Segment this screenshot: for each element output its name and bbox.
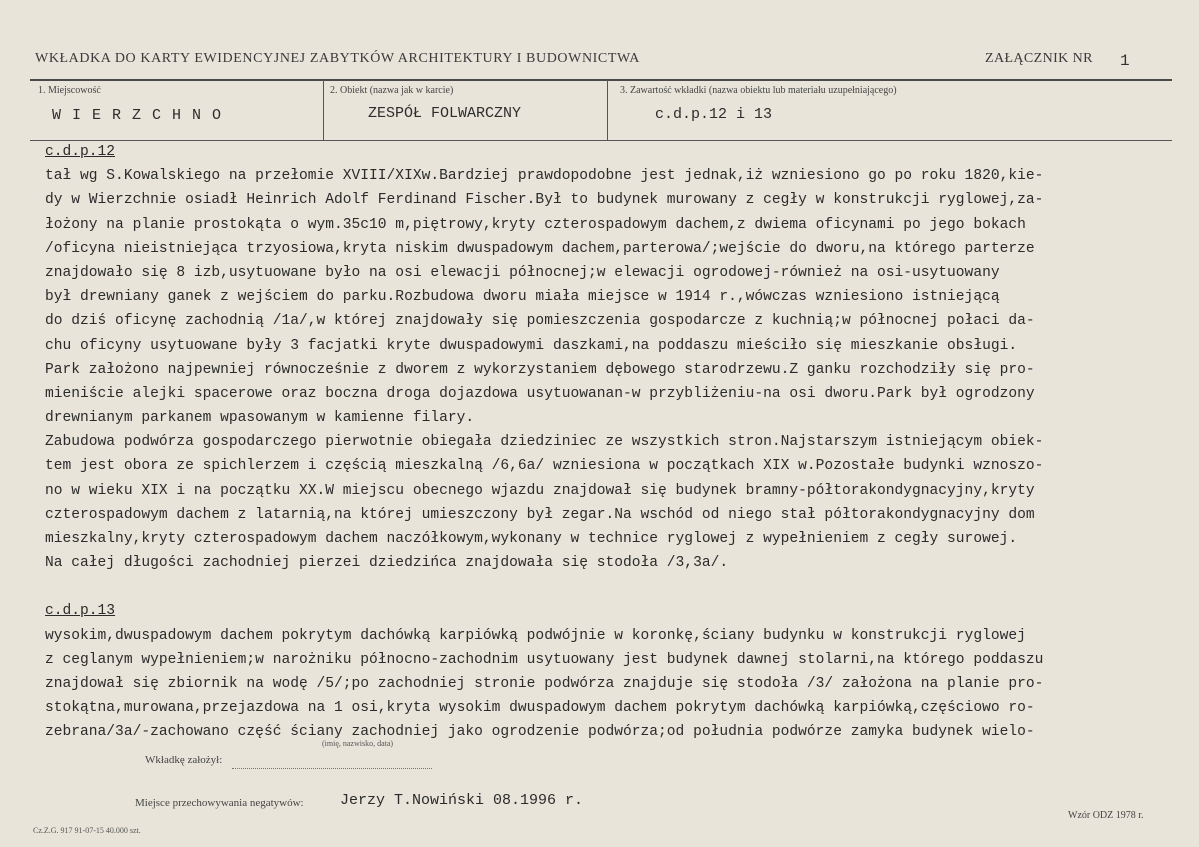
negatives-storage-label: Miejsce przechowywania negatywów: <box>135 797 304 809</box>
text-line: znajdował się zbiornik na wodę /5/;po zachodniej stronie podwórza znajduje się stodoła /3/ założona na planie pro- <box>45 675 1044 692</box>
insert-author-label: Wkładkę założył: <box>145 754 223 766</box>
object-label: 2. Obiekt (nazwa jak w karcie) <box>330 85 454 96</box>
text-line: tał wg S.Kowalskiego na przełomie XVIII/XIXw.Bardziej prawdopodobne jest jednak,iż wzniesiono go po roku 1820,kie- <box>45 168 1044 185</box>
text-line: zebrana/3a/-zachowano część ściany zachodniej jako ogrodzenie podwórza;od południa podwórze zamyka budynek wielo- <box>45 724 1035 741</box>
text-line: Park założono najpewniej równocześnie z dworem z wykorzystaniem dębowego starodrzewu.Z ganku rozchodziły się pro- <box>45 361 1035 378</box>
text-line: Na całej długości zachodniej pierzei dziedzińca znajdowała się stodoła /3,3a/. <box>45 555 729 572</box>
content-value: c.d.p.12 i 13 <box>655 106 773 123</box>
print-code: Cz.Z.G. 917 91-07-15 40.000 szt. <box>33 826 141 835</box>
text-line: tem jest obora ze spichlerzem i częścią mieszkalną /6,6a/ wzniesiona w początkach XIX w.Pozostałe budynki wznoszo- <box>45 458 1044 475</box>
attachment-number-value: 1 <box>1120 52 1130 70</box>
locality-label: 1. Miejscowość <box>38 85 101 96</box>
text-line: drewnianym parkanem wpasowanym w kamienne filary. <box>45 410 475 427</box>
text-line: dy w Wierzchnie osiadł Heinrich Adolf Ferdinand Fischer.Był to budynek murowany z cegły w konstrukcji ryglowej,za- <box>45 192 1044 209</box>
attachment-number-label: ZAŁĄCZNIK NR <box>985 51 1093 66</box>
text-line: czterospadowym dachem z latarnią,na której umieszczony był zegar.Na wschód od niego stał półtorakondygnacyjny dom <box>45 506 1035 523</box>
typed-text-body <box>45 140 1185 745</box>
section-heading: c.d.p.13 <box>45 603 116 620</box>
form-template-note: Wzór ODZ 1978 r. <box>1068 810 1144 821</box>
text-line: /oficyna nieistniejąca trzyosiowa,kryta niskim dwuspadowym dachem,parterowa/;wejście do dworu,na którego parterze <box>45 240 1035 257</box>
field-divider-2 <box>607 80 608 140</box>
object-value: ZESPÓŁ FOLWARCZNY <box>368 105 522 122</box>
content-label: 3. Zawartość wkładki (nazwa obiektu lub materiału uzupełniającego) <box>620 85 897 96</box>
text-line: stokątna,murowana,przejazdowa na 1 osi,kryta wysokim dwuspadowym dachem pokrytym dachówką karpiówką,częściowo ro- <box>45 700 1035 717</box>
text-line: z ceglanym wypełnieniem;w narożniku północno-zachodnim usytuowany jest budynek dawnej stolarni,na którego poddaszu <box>45 651 1044 668</box>
text-line: no w wieku XIX i na początku XX.W miejscu obecnego wjazdu znajdował się budynek bramny-półtorakondygnacyjny,kryty <box>45 482 1035 499</box>
text-line: mieniście alejki spacerowe oraz boczna droga dojazdowa usytuowanan-w przybliżeniu-na osi dworu.Park był ogrodzony <box>45 385 1035 402</box>
text-line: wysokim,dwuspadowym dachem pokrytym dachówką karpiówką podwójnie w koronkę,ściany budynku w konstrukcji ryglowej <box>45 627 1026 644</box>
locality-value: W I E R Z C H N O <box>52 107 223 124</box>
text-line: łożony na planie prostokąta o wym.35c10 m,piętrowy,kryty czterospadowym dachem,z dwiema oficynami po jego bokach <box>45 216 1026 233</box>
field-divider-1 <box>323 80 324 140</box>
header-rule <box>30 79 1172 81</box>
author-dotted-line <box>232 768 432 769</box>
author-field-hint: (imię, nazwisko, data) <box>322 739 394 748</box>
section-gap <box>45 575 1185 599</box>
text-line: chu oficyny usytuowane były 3 facjatki kryte dwuspadowymi daszkami,na poddaszu mieściło się mieszkanie obsługi. <box>45 337 1018 354</box>
text-line: Zabudowa podwórza gospodarczego pierwotnie obiegała dziedziniec ze wszystkich stron.Najstarszym istniejącym obiek- <box>45 434 1044 451</box>
signature-text: Jerzy T.Nowiński 08.1996 r. <box>340 792 584 809</box>
form-title: WKŁADKA DO KARTY EWIDENCYJNEJ ZABYTKÓW ARCHITEKTURY I BUDOWNICTWA <box>35 51 640 66</box>
section-heading: c.d.p.12 <box>45 144 116 160</box>
text-line: znajdowało się 8 izb,usytuowane było na osi elewacji północnej;w elewacji ogrodowej-również na osi-usytuowany <box>45 264 1000 281</box>
text-line: mieszkalny,kryty czterospadowym dachem naczółkowym,wykonany w technice ryglowej z wypełnieniem z cegły surowej. <box>45 531 1018 547</box>
text-line: do dziś oficynę zachodnią /1a/,w której znajdowały się pomieszczenia gospodarcze z kuchnią;w północnej połaci da- <box>45 313 1035 330</box>
text-line: był drewniany ganek z wejściem do parku.Rozbudowa dworu miała miejsce w 1914 r.,wówczas wzniesiono istniejącą <box>45 289 1000 306</box>
